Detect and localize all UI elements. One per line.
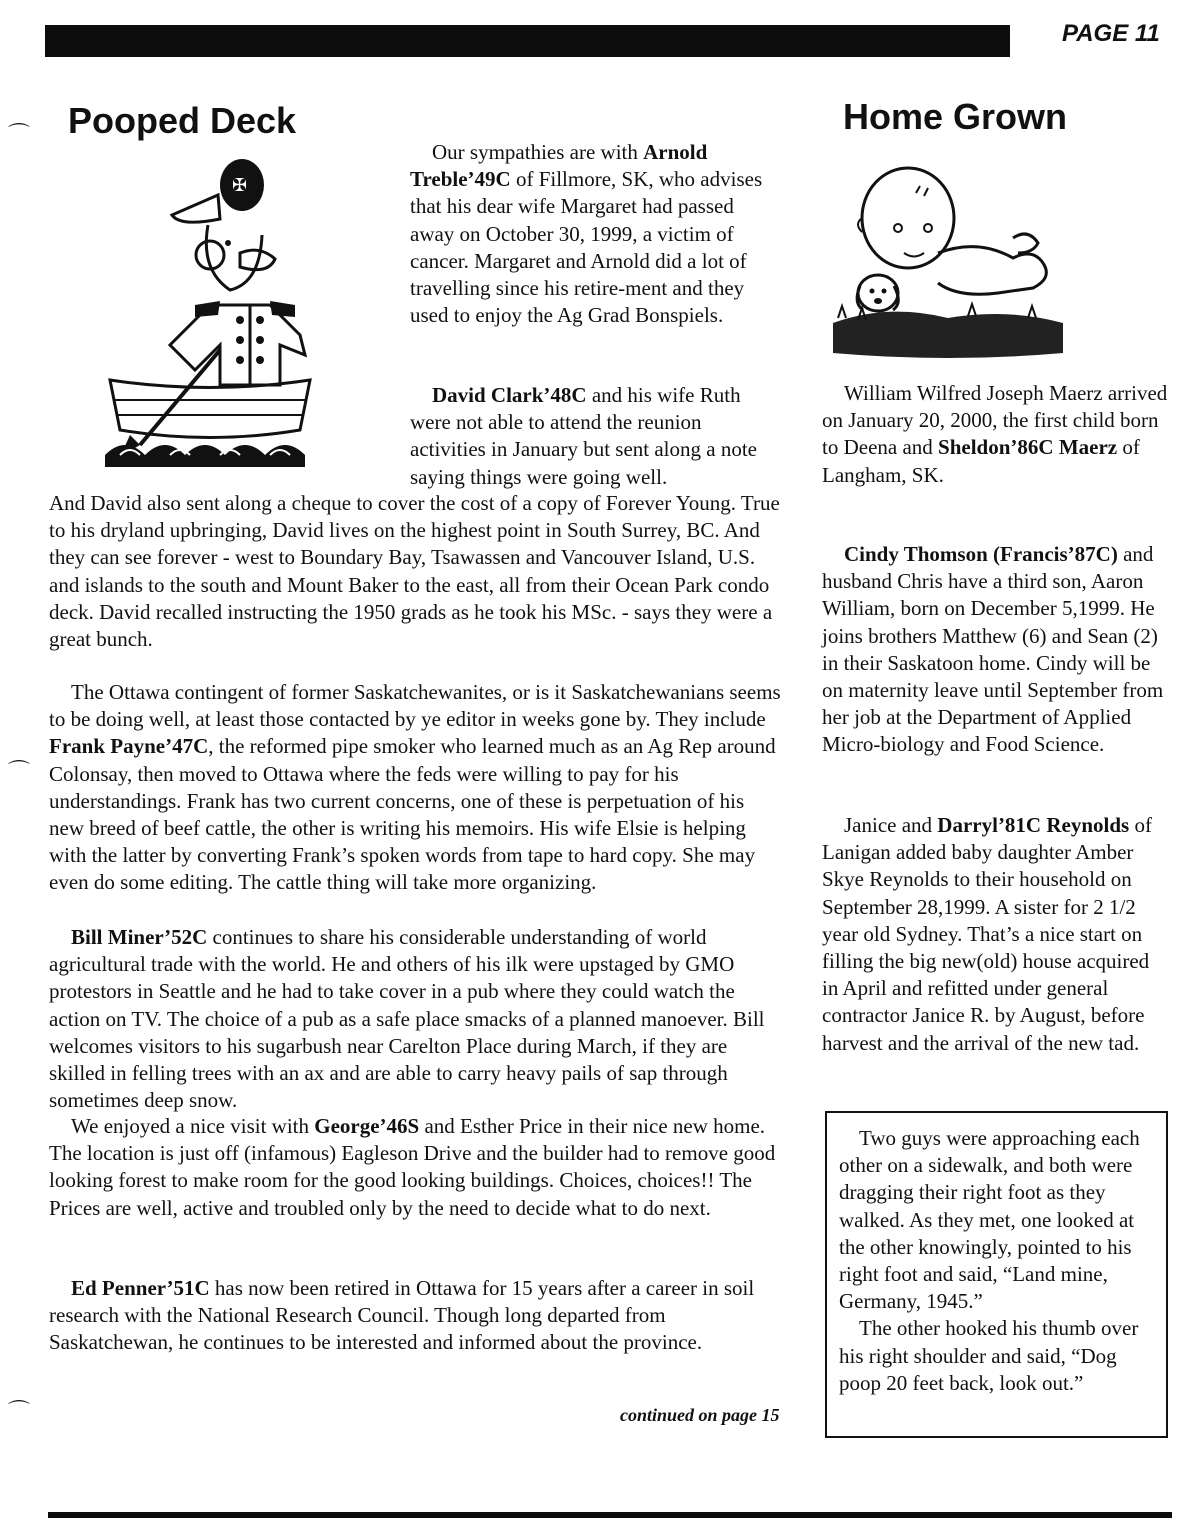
- name-george: George’46S: [314, 1114, 420, 1138]
- text: of Fillmore, SK, who advises that his dear wife Margaret had passed away on October 30, 1999, a victim of cancer. Margaret and Arnold did a lot of travelling since his retire-ment and they used to enjoy the Ag Grad Bonspiels.: [410, 167, 763, 328]
- paragraph-bill-miner: [49, 924, 784, 1114]
- text: of Lanigan added baby daughter Amber Skye Reynolds to their household on September 28,1999. A sister for 2 1/2 year old Sydney. That’s a nice start on filling the big new(old) house acquired in April and refitted under general contractor Janice R. by August, before harvest and the arrival of the new tad.: [822, 813, 1152, 1055]
- text: , the reformed pipe smoker who learned much as an Ag Rep around Colonsay, then moved to Ottawa where the feds were willing to pay for his understandings. Frank has two current concerns, one of these is perpetuation of his new breed of beef cattle, the other is writing his memoirs. His wife Elsie is helping with the latter by converting Frank’s spoken words from tape to hard copy. She may even do some editing. The cattle thing will take more organizing.: [49, 734, 776, 895]
- text: The Ottawa contingent of former Saskatchewanites, or is it Saskatchewanians seems to be doing well, at least those contacted by ye editor in weeks gone by. They include: [49, 680, 781, 732]
- continued-note: continued on page 15: [620, 1405, 780, 1425]
- section-title-home-grown: Home Grown: [843, 96, 1068, 137]
- text: Janice and: [844, 813, 938, 837]
- paragraph-reynolds-birth: [822, 812, 1170, 1057]
- paragraph-david-clark-intro: [410, 382, 778, 491]
- name-david-clark: David Clark’48C: [432, 383, 587, 407]
- name-ed-penner: Ed Penner’51C: [71, 1276, 210, 1300]
- text: has now been retired in Ottawa for 15 years after a career in soil research with the National Research Council. Though long departed from Saskatchewan, he continues to be interested and informed about the province.: [49, 1276, 755, 1355]
- text: and his wife Ruth were not able to attend the reunion activities in January but sent along a note saying things were going well.: [410, 383, 757, 489]
- text: and Esther Price in their nice new home. The location is just off (infamous) Eagleson Drive and the builder had to remove good looking forest to make room for the good looking buildings. Choices, choices!! The Prices are well, active and troubled only by the need to decide what to do next.: [49, 1114, 776, 1220]
- paragraph-david-clark-cont: And David also sent along a cheque to cover the cost of a copy of Forever Young. True to his dryland upbringing, David lives on the highest point in South Surrey, BC. And they can see forever - west to Boundary Bay, Tsawassen and Vancouver Island, U.S. and islands to the south and Mount Baker to the east, all from their Ocean Park condo deck. David recalled instructing the 1950 grads as he took his MSc. - says they were a great bunch.: [49, 491, 780, 652]
- name-frank-payne: Frank Payne’47C: [49, 734, 209, 759]
- joke-paragraph-2: The other hooked his thumb over his right shoulder and said, “Dog poop 20 feet back, look out.”: [839, 1316, 1139, 1395]
- baby-with-puppy-illustration: [828, 158, 1068, 363]
- joke-paragraph-1: Two guys were approaching each other on a sidewalk, and both were dragging their right foot as they walked. As they met, one looked at the other knowingly, pointed to his right foot and said, “Land mine, Germany, 1945.”: [839, 1126, 1140, 1314]
- footer-bar: [48, 1512, 1172, 1518]
- name-cindy-thomson: Cindy Thomson (Francis’87C): [844, 542, 1118, 566]
- paragraph-thomson-birth: [822, 541, 1170, 759]
- joke-box: [825, 1111, 1168, 1438]
- page-number: PAGE 11: [1062, 20, 1160, 47]
- binder-mark: ⌒: [8, 122, 31, 147]
- binder-mark: ⌒: [8, 1399, 31, 1424]
- svg-text:✠: ✠: [232, 175, 248, 196]
- text: We enjoyed a nice visit with: [71, 1114, 315, 1138]
- section-title-pooped-deck: Pooped Deck: [68, 100, 297, 141]
- name-sheldon-maerz: Sheldon’86C Maerz: [938, 435, 1118, 460]
- text: and husband Chris have a third son, Aaron William, born on December 5,1999. He joins brothers Matthew (6) and Sean (2) in their Saskatoon home. Cindy will be on maternity leave until September from her job at the Department of Applied Micro-biology and Food Science.: [822, 542, 1164, 757]
- name-darryl-reynolds: Darryl’81C Reynolds: [937, 813, 1130, 837]
- paragraph-george-price: [49, 1113, 784, 1222]
- binder-mark: ⌒: [8, 759, 31, 784]
- text: continues to share his considerable understanding of world agricultural trade with the world. He and others of his ilk were upstaged by GMO protestors in Seattle and he had to take cover in a pub where they could watch the action on TV. The choice of a pub as a safe place smacks of a planned manoever. Bill welcomes visitors to his sugarbush near Carelton Place during March, if they are skilled in felling trees with an ax and are able to carry heavy pails of sap through sometimes deep snow.: [49, 925, 765, 1113]
- text: Our sympathies are with: [432, 140, 644, 164]
- header-bar: [45, 25, 1010, 57]
- sailor-captain-illustration: [100, 155, 320, 470]
- text: of Langham, SK.: [822, 435, 1140, 487]
- paragraph-ed-penner: [49, 1275, 784, 1357]
- name-arnold-treble: Arnold Treble’49C: [410, 140, 708, 192]
- name-bill-miner: Bill Miner’52C: [71, 925, 208, 949]
- text: William Wilfred Joseph Maerz arrived on January 20, 2000, the first child born to Deena and: [822, 381, 1168, 460]
- paragraph-ottawa-contingent: [49, 679, 784, 897]
- paragraph-arnold-treble: [410, 139, 778, 329]
- paragraph-maerz-birth: [822, 380, 1170, 489]
